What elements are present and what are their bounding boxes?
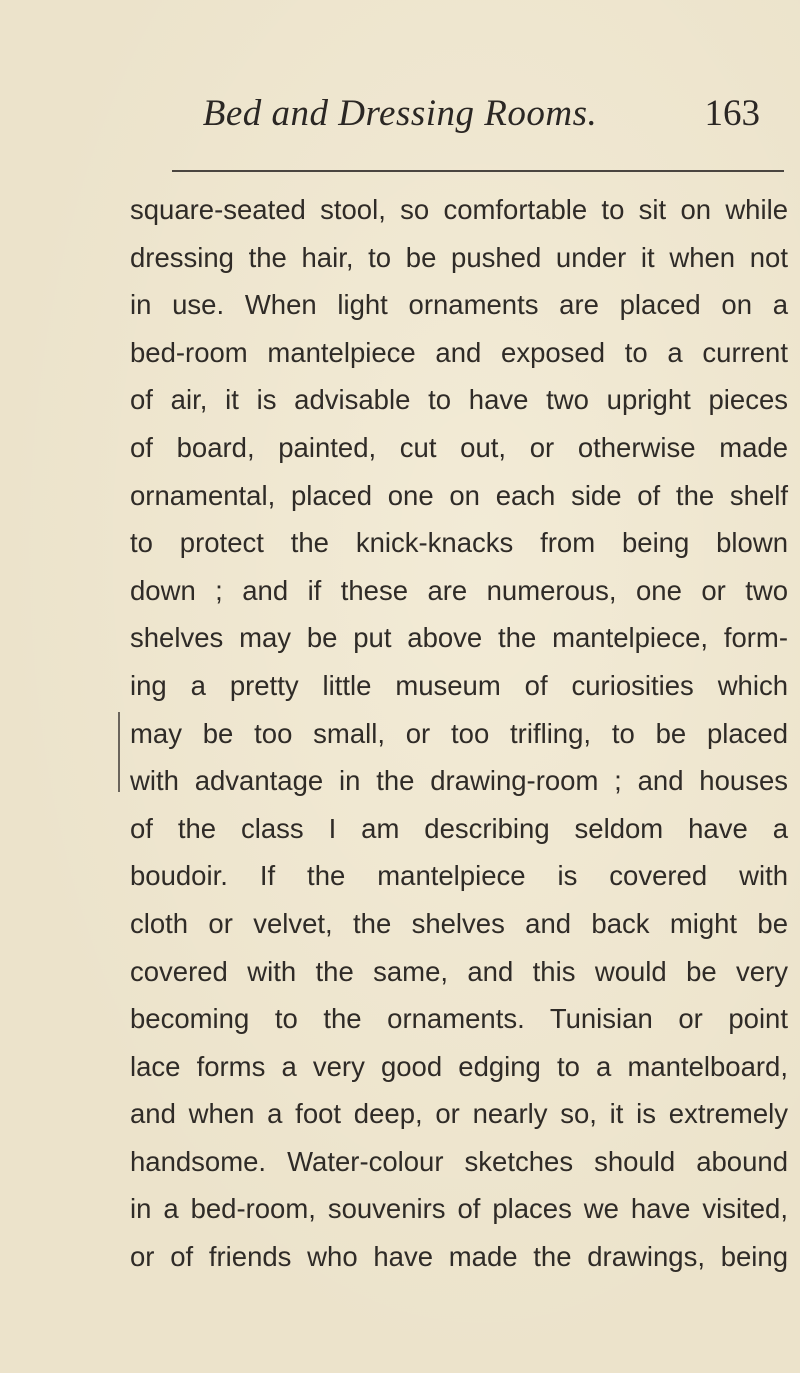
- margin-line-mark: [118, 712, 120, 792]
- text-line: becoming to the ornaments. Tunisian or point: [130, 1003, 788, 1035]
- text-line: in a bed-room, souvenirs of places we have visited,: [130, 1193, 788, 1225]
- text-line: to protect the knick-knacks from being blown: [130, 527, 788, 559]
- text-line: ing a pretty little museum of curiosities which: [130, 669, 788, 701]
- text-line: in use. When light ornaments are placed on a: [130, 289, 788, 321]
- text-line: of board, painted, cut out, or otherwise made: [130, 431, 788, 463]
- running-head: [120, 92, 760, 138]
- running-head-title: Bed and Dressing Rooms.: [202, 93, 598, 134]
- text-line: ornamental, placed one on each side of the shelf: [130, 479, 788, 511]
- text-line: of air, it is advisable to have two upright pieces: [130, 384, 788, 416]
- text-line: down ; and if these are numerous, one or two: [130, 574, 788, 606]
- text-line: of the class I am describing seldom have a: [130, 812, 788, 844]
- text-line: may be too small, or too trifling, to be placed: [130, 717, 788, 749]
- text-line: square-seated stool, so comfortable to sit on while: [130, 194, 788, 225]
- text-line: shelves may be put above the mantelpiece, form-: [130, 622, 788, 654]
- text-line: cloth or velvet, the shelves and back might be: [130, 907, 788, 939]
- text-line: or of friends who have made the drawings, being: [130, 1241, 788, 1273]
- page-number: 163: [704, 93, 760, 134]
- text-line: with advantage in the drawing-room ; and houses: [130, 765, 788, 797]
- text-line: bed-room mantelpiece and exposed to a current: [130, 336, 788, 368]
- header-rule: [172, 170, 784, 172]
- body-text: [130, 186, 788, 1281]
- text-line: lace forms a very good edging to a mantelboard,: [130, 1050, 788, 1082]
- text-line: handsome. Water-colour sketches should abound: [130, 1145, 788, 1177]
- text-line: and when a foot deep, or nearly so, it is extremely: [130, 1098, 788, 1130]
- text-line: covered with the same, and this would be very: [130, 955, 788, 987]
- text-line: boudoir. If the mantelpiece is covered with: [130, 860, 788, 892]
- text-line: dressing the hair, to be pushed under it when not: [130, 241, 788, 273]
